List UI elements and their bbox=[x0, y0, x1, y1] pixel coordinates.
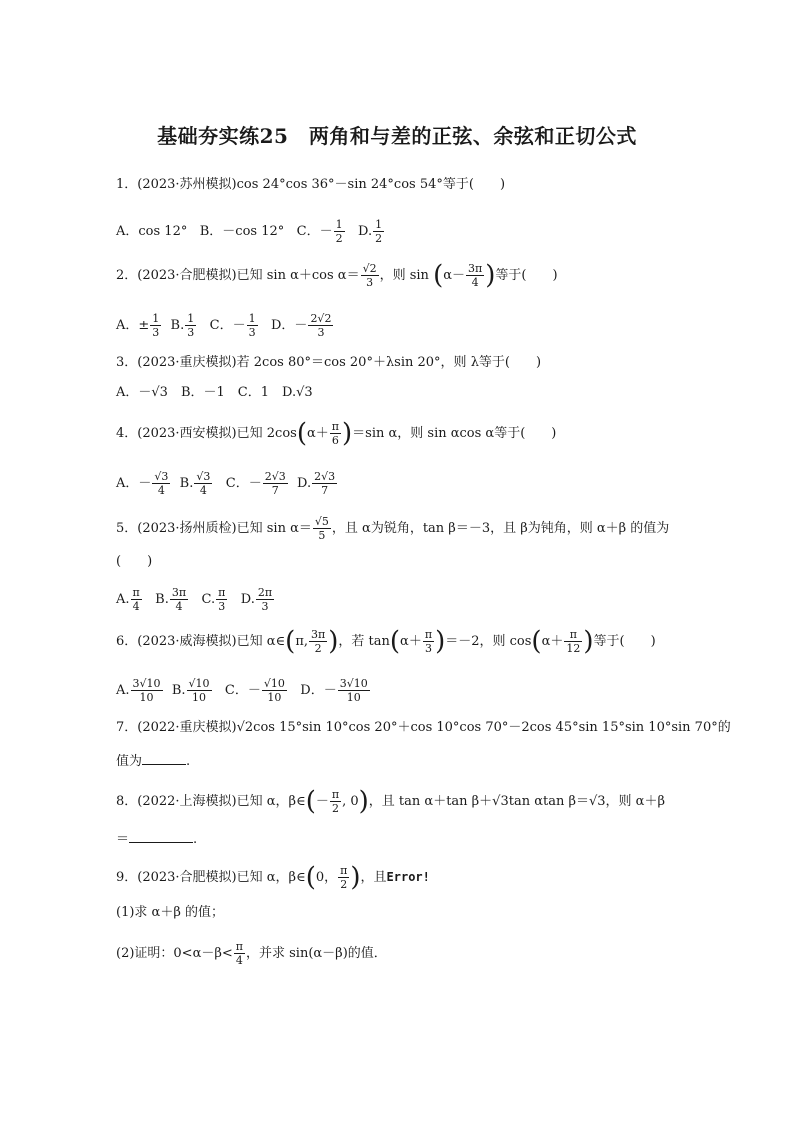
q8-interval-fraction: $\frac{\pi}{2}$ bbox=[331, 788, 340, 815]
q6-a-fraction: $\frac{3√10}{10}$ bbox=[132, 677, 161, 704]
q2-b-fraction: $\frac{1}{3}$ bbox=[187, 312, 195, 339]
q1-option-c: C．－ bbox=[296, 224, 333, 239]
q5-b-fraction: $\frac{3\pi}{4}$ bbox=[171, 586, 187, 613]
q5-c-fraction: $\frac{\pi}{3}$ bbox=[218, 586, 226, 613]
question-6-options: A. $\frac{3√10}{10}$ B. $\frac{√10}{10}$ C．－ $\frac{√10}{10}$ D．－ $\frac{3√10}{10}$ bbox=[116, 677, 368, 704]
q4-d-fraction: $\frac{2√3}{7}$ bbox=[314, 470, 336, 497]
q2-d-fraction: $\frac{2√2}{3}$ bbox=[310, 312, 332, 339]
q6-c-fraction: $\frac{√10}{10}$ bbox=[263, 677, 285, 704]
q2-a-fraction: $\frac{1}{3}$ bbox=[152, 312, 160, 339]
q4-b-fraction: $\frac{√3}{4}$ bbox=[196, 470, 211, 497]
q6-cos-fraction: $\frac{\pi}{12}$ bbox=[566, 628, 581, 655]
q1-d-fraction: $\frac{1}{2}$ bbox=[375, 218, 383, 245]
q2-c-fraction: $\frac{1}{3}$ bbox=[248, 312, 256, 339]
q4-c-fraction: $\frac{2√3}{7}$ bbox=[264, 470, 286, 497]
q7-answer-blank[interactable] bbox=[142, 751, 186, 765]
question-6-stem: 6．(2023·威海模拟)已知 α∈(π, $\frac{3\pi}{2}$ )，若 tan(α＋ $\frac{\pi}{3}$ )＝－2，则 cos(α＋ $\frac{\pi}{12}$ )等于( ) bbox=[116, 626, 656, 657]
question-2-options: A．± $\frac{1}{3}$ B. $\frac{1}{3}$ C．－ $\frac{1}{3}$ D．－ $\frac{2√2}{3}$ bbox=[116, 312, 332, 339]
q8-answer-blank[interactable] bbox=[129, 829, 193, 843]
question-4-options: A．－ $\frac{√3}{4}$ B. $\frac{√3}{4}$ C．－ $\frac{2√3}{7}$ D. $\frac{2√3}{7}$ bbox=[116, 470, 336, 497]
q1-c-fraction: $\frac{1}{2}$ bbox=[335, 218, 343, 245]
q4-a-fraction: $\frac{√3}{4}$ bbox=[154, 470, 169, 497]
q9-error-text: Error! bbox=[386, 870, 430, 884]
q6-d-fraction: $\frac{3√10}{10}$ bbox=[339, 677, 368, 704]
q5-given-fraction: $\frac{√5}{5}$ bbox=[314, 515, 329, 542]
question-5-options: A. $\frac{\pi}{4}$ B. $\frac{3\pi}{4}$ C. $\frac{\pi}{3}$ D. $\frac{2\pi}{3}$ bbox=[116, 586, 273, 613]
question-3-options: A．－√3 B．－1 C．1 D.√3 bbox=[116, 385, 313, 400]
question-9-part-2: (2)证明：0<α－β< $\frac{\pi}{4}$ ，并求 sin(α－β)的值． bbox=[116, 940, 387, 967]
q1-option-b: B．－cos 12° bbox=[199, 224, 285, 239]
question-9-part-1: (1)求 α＋β 的值； bbox=[116, 905, 224, 920]
question-7-stem: 7．(2022·重庆模拟)√2cos 15°sin 10°cos 20°＋cos 10°cos 70°－2cos 45°sin 15°sin 10°sin 70°的 bbox=[116, 720, 731, 735]
q1-option-a: A．cos 12° bbox=[116, 224, 188, 239]
q6-interval-fraction: $\frac{3\pi}{2}$ bbox=[311, 628, 326, 655]
page-title: 基础夯实练25 两角和与差的正弦、余弦和正切公式 bbox=[157, 124, 637, 148]
question-3-stem: 3．(2023·重庆模拟)若 2cos 80°＝cos 20°＋λsin 20°，则 λ等于( ) bbox=[116, 355, 542, 370]
q6-b-fraction: $\frac{√10}{10}$ bbox=[188, 677, 210, 704]
question-4-stem: 4．(2023·西安模拟)已知 2cos(α＋ $\frac{\pi}{6}$ )＝sin α，则 sin αcos α等于( ) bbox=[116, 418, 557, 449]
question-1-stem: 1．(2023·苏州模拟)cos 24°cos 36°－sin 24°cos 54°等于( ) bbox=[116, 177, 506, 192]
question-7-answer-line: 值为 . bbox=[116, 751, 696, 772]
q5-a-fraction: $\frac{\pi}{4}$ bbox=[132, 586, 140, 613]
q2-arg-fraction: $\frac{3\pi}{4}$ bbox=[468, 262, 483, 289]
q4-arg-fraction: $\frac{\pi}{6}$ bbox=[331, 420, 339, 447]
question-8-stem: 8．(2022·上海模拟)已知 α，β∈(－ $\frac{\pi}{2}$ , 0)，且 tan α＋tan β＋√3tan αtan β＝√3，则 α＋β bbox=[116, 786, 665, 817]
question-5-paren: ( ) bbox=[116, 554, 153, 569]
question-8-answer-line: ＝ . bbox=[116, 829, 696, 850]
q1-option-d: D. bbox=[358, 224, 373, 239]
q5-d-fraction: $\frac{2\pi}{3}$ bbox=[257, 586, 273, 613]
q9-p2-fraction: $\frac{\pi}{4}$ bbox=[235, 940, 243, 967]
q9-interval-fraction: $\frac{\pi}{2}$ bbox=[340, 864, 348, 891]
q6-tan-fraction: $\frac{\pi}{3}$ bbox=[424, 628, 433, 655]
question-9-stem: 9．(2023·合肥模拟)已知 α，β∈(0， $\frac{\pi}{2}$ )，且Error! bbox=[116, 862, 430, 893]
question-1-options bbox=[116, 218, 696, 245]
question-2-stem: 2．(2023·合肥模拟)已知 sin α＋cos α＝ $\frac{√2}{3}$ ，则 sin (α－ $\frac{3\pi}{4}$ )等于( ) bbox=[116, 260, 558, 291]
question-5-stem: 5．(2023·扬州质检)已知 sin α＝ $\frac{√5}{5}$ ，且 α为锐角，tan β＝－3，且 β为钝角，则 α＋β 的值为 bbox=[116, 515, 670, 542]
q2-given-fraction: $\frac{√2}{3}$ bbox=[362, 262, 377, 289]
